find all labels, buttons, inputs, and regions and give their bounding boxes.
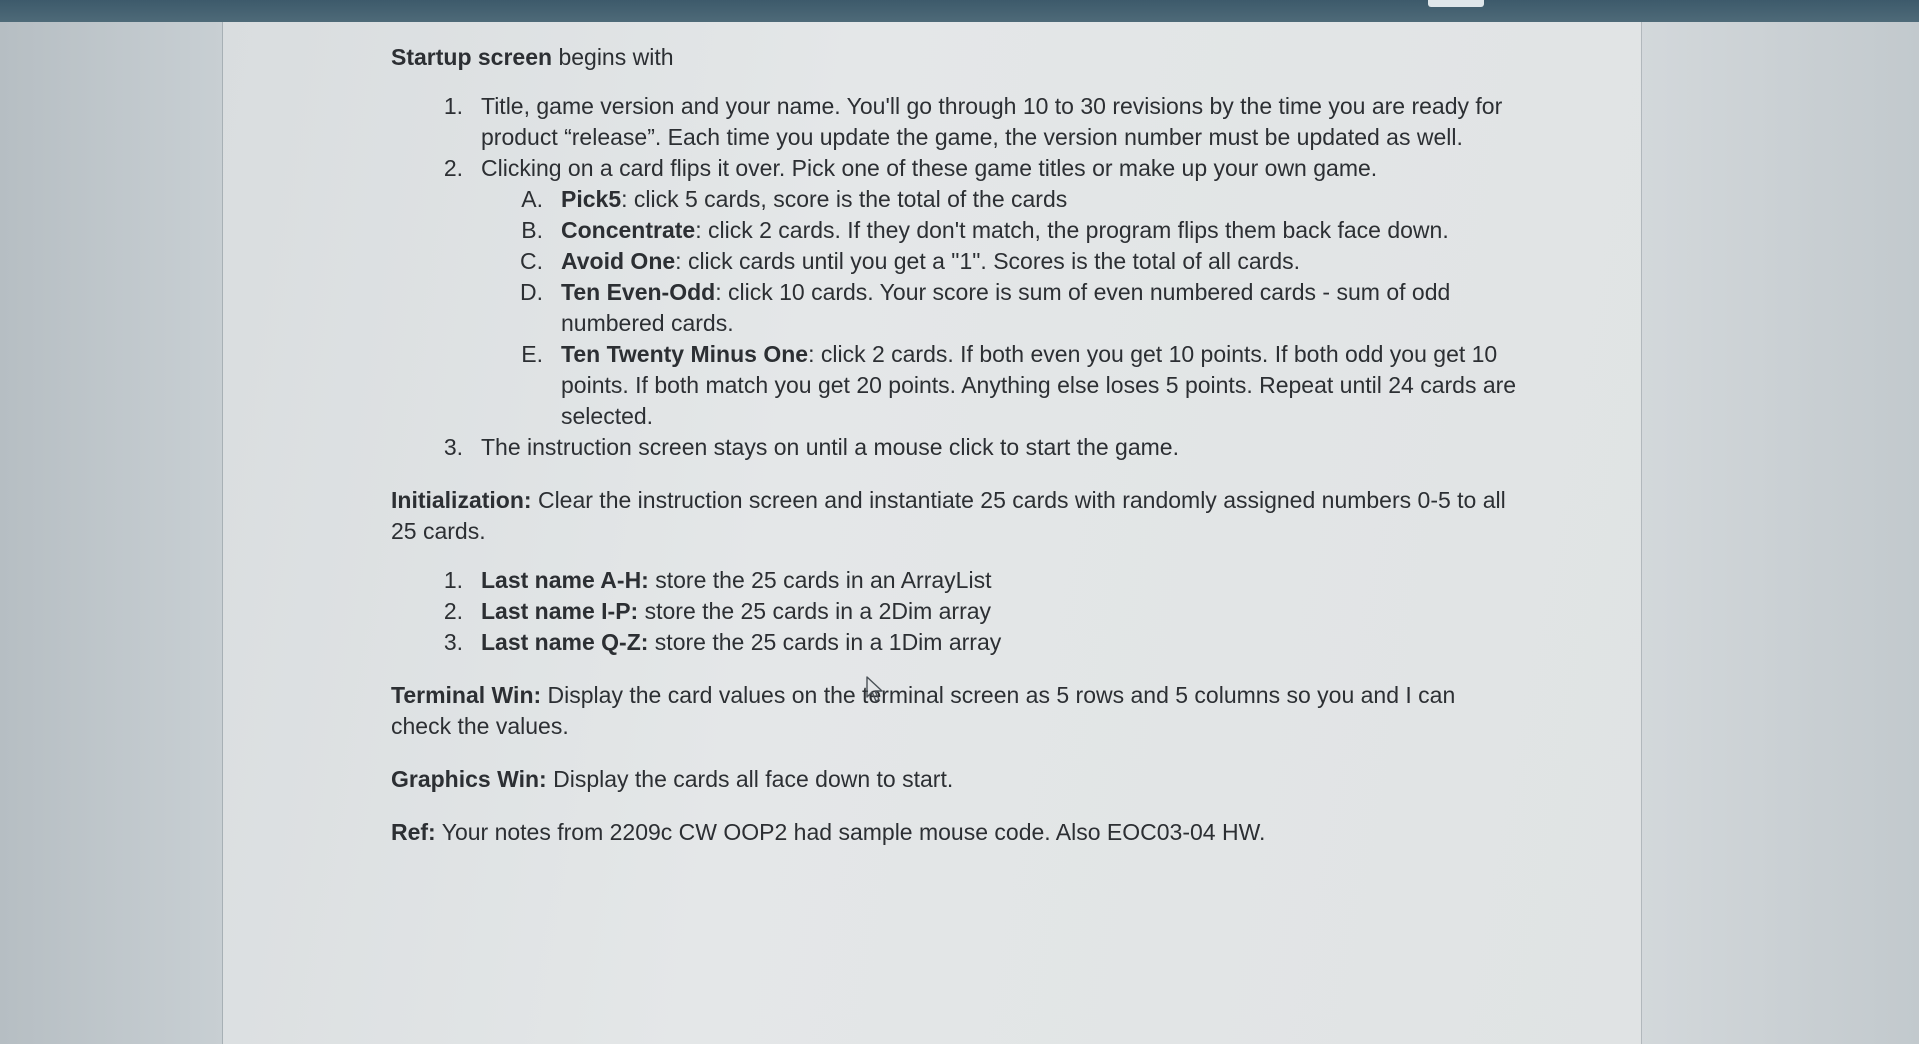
list-item <box>431 91 1521 153</box>
game-letter: D. <box>520 279 543 305</box>
list-number: 3. <box>443 434 463 460</box>
game-desc: : click 2 cards. If both even you get 10 points. If both odd you get 10 points. If both match you get 20 points. Anything else loses 5 points. Repeat until 24 cards are selected. <box>561 341 1517 429</box>
game-desc: : click cards until you get a "1". Scores is the total of all cards. <box>675 248 1301 274</box>
ref-heading: Ref: <box>391 819 436 845</box>
list-item <box>431 565 1521 596</box>
list-item-text: Clicking on a card flips it over. Pick one of these game titles or make up your own game. <box>481 155 1378 181</box>
terminal-text: Display the card values on the terminal screen as 5 rows and 5 columns so you and I can check the values. <box>391 682 1456 739</box>
game-title: Concentrate <box>561 217 696 243</box>
initialization-heading: Initialization: <box>391 487 532 513</box>
list-item-text: store the 25 cards in a 1Dim array <box>648 629 1002 655</box>
list-item-label: Last name I-P: <box>481 598 639 624</box>
startup-heading: Startup screen <box>391 44 553 70</box>
mouse-pointer-icon <box>866 676 886 704</box>
game-title: Pick5 <box>561 186 622 212</box>
list-item-text: The instruction screen stays on until a mouse click to start the game. <box>481 434 1179 460</box>
game-title: Ten Even-Odd <box>561 279 716 305</box>
startup-heading-rest: begins with <box>552 44 674 70</box>
game-letter: E. <box>521 341 543 367</box>
game-item <box>511 277 1521 339</box>
graphics-text: Display the cards all face down to start. <box>546 766 954 792</box>
game-item <box>511 215 1521 246</box>
top-tab[interactable] <box>1428 0 1484 7</box>
game-desc: : click 2 cards. If they don't match, the program flips them back face down. <box>695 217 1449 243</box>
game-letter: C. <box>520 248 543 274</box>
top-bar <box>0 0 1919 22</box>
right-margin-panel <box>1640 22 1919 1044</box>
document-page <box>222 22 1642 1044</box>
list-item-label: Last name A-H: <box>481 567 649 593</box>
graphics-paragraph <box>391 764 1521 795</box>
list-item-label: Last name Q-Z: <box>481 629 649 655</box>
list-item <box>431 596 1521 627</box>
list-item-text: store the 25 cards in a 2Dim array <box>638 598 992 624</box>
list-number: 3. <box>443 629 463 655</box>
startup-list <box>431 91 1521 463</box>
game-letter: B. <box>521 217 543 243</box>
game-title: Ten Twenty Minus One <box>561 341 809 367</box>
ref-paragraph <box>391 817 1521 848</box>
game-list <box>511 184 1521 432</box>
ref-text: Your notes from 2209c CW OOP2 had sample mouse code. Also EOC03-04 HW. <box>435 819 1266 845</box>
list-item-text: Title, game version and your name. You'll go through 10 to 30 revisions by the time you are ready for product “release”. Each time you update the game, the version number must be updated as well. <box>481 93 1503 150</box>
initialization-text: Clear the instruction screen and instantiate 25 cards with randomly assigned numbers 0-5 to all 25 cards. <box>391 487 1506 544</box>
list-item <box>431 627 1521 658</box>
game-title: Avoid One <box>561 248 676 274</box>
list-item <box>431 153 1521 432</box>
document-content <box>391 42 1521 848</box>
list-item-text: store the 25 cards in an ArrayList <box>648 567 992 593</box>
list-item <box>431 432 1521 463</box>
left-margin-panel <box>0 22 222 1044</box>
initialization-paragraph <box>391 485 1521 547</box>
game-letter: A. <box>521 186 543 212</box>
graphics-heading: Graphics Win: <box>391 766 547 792</box>
list-number: 2. <box>443 155 463 181</box>
game-item <box>511 339 1521 432</box>
init-list <box>431 565 1521 658</box>
list-number: 2. <box>443 598 463 624</box>
game-desc: : click 10 cards. Your score is sum of even numbered cards - sum of odd numbered cards. <box>561 279 1451 336</box>
terminal-paragraph <box>391 680 1521 742</box>
list-number: 1. <box>443 93 463 119</box>
game-desc: : click 5 cards, score is the total of the cards <box>621 186 1068 212</box>
game-item <box>511 246 1521 277</box>
list-number: 1. <box>443 567 463 593</box>
startup-paragraph <box>391 42 1521 73</box>
game-item <box>511 184 1521 215</box>
terminal-heading: Terminal Win: <box>391 682 542 708</box>
